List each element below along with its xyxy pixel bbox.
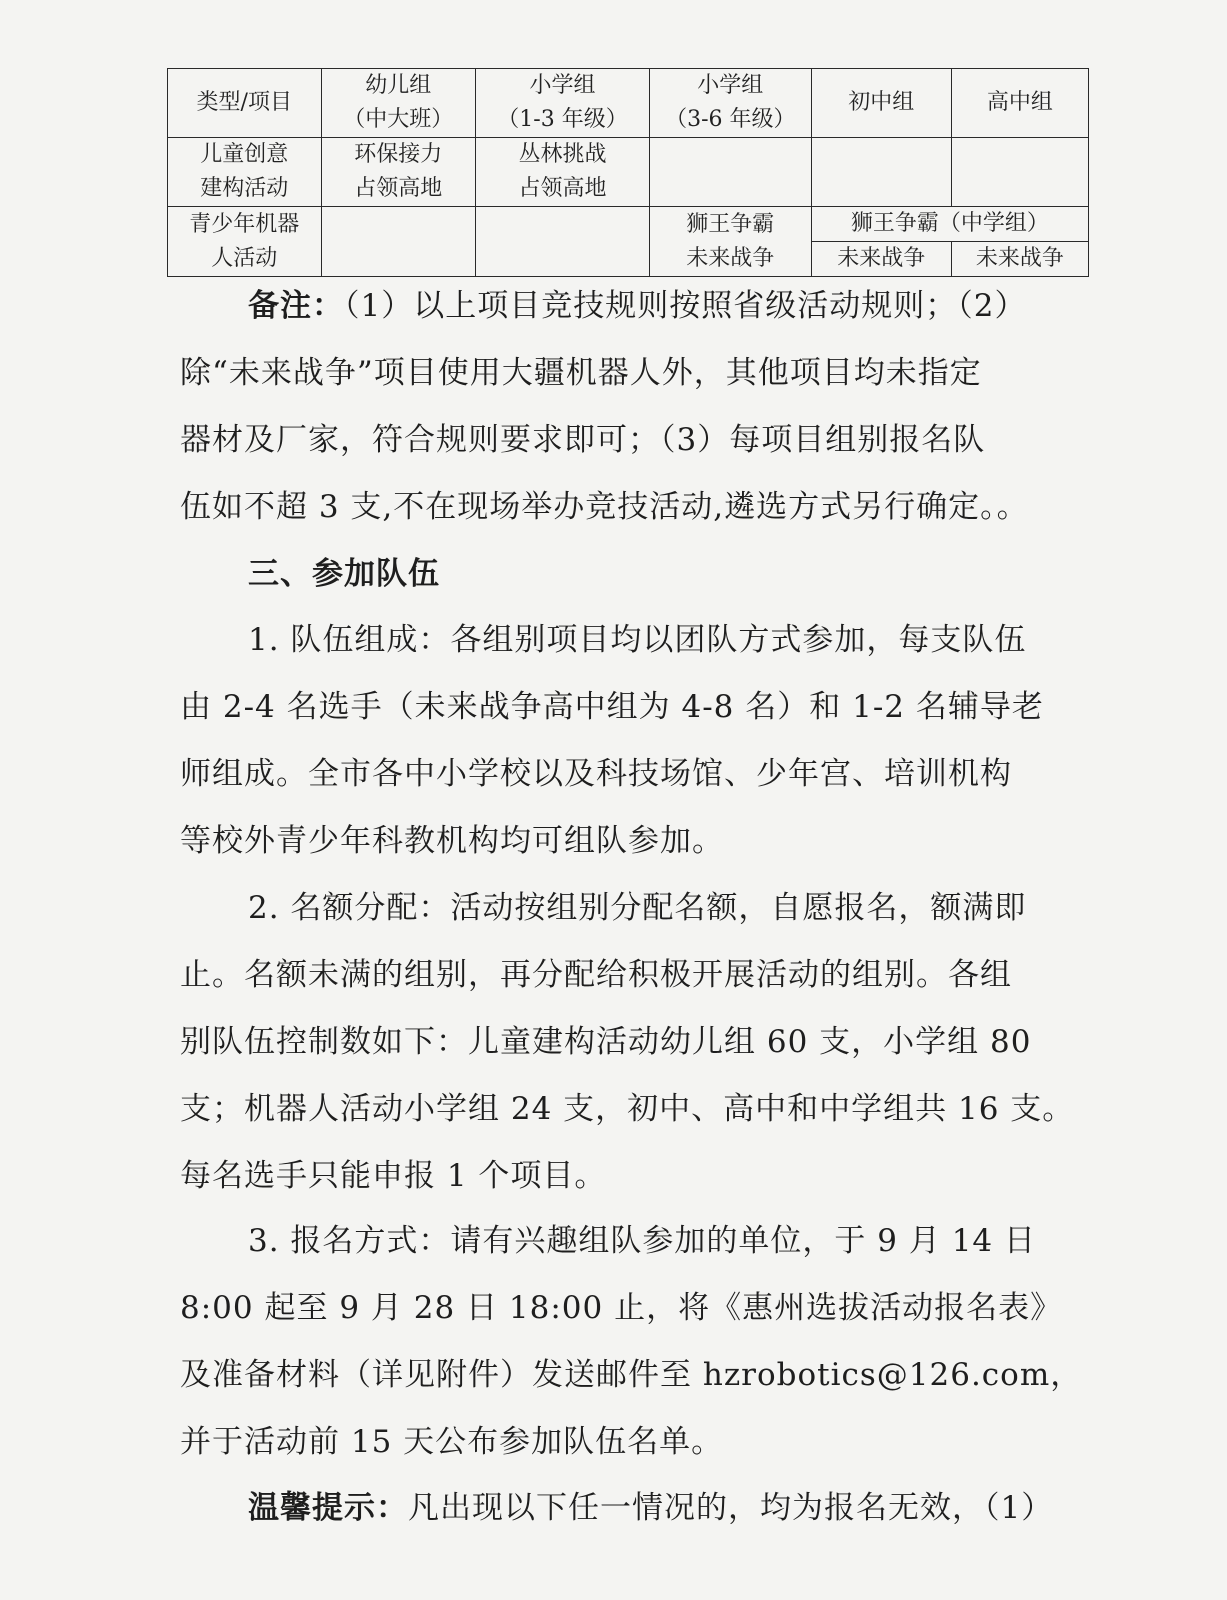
row1-type: 儿童创意 建构活动 — [168, 138, 322, 207]
document-page: 类型/项目 幼儿组 （中大班） 小学组 （1-3 年级） 小学组 （3-6 年级） 初中组 高中组 儿童创意 建构活动 环保接力 占领高地 丛林挑战 占领高地 青少年机器 人活动 狮王争霸 未来战争 狮王争霸（中学组） 未来战争 未来战争 备注：（1）以上项目竞技规则按照省级活动规则；（2） 除“未来战争”项目使用大疆机器人外，其他项目均未指定 器材及厂家，符合规则要求即可；（3）每项目组别报名队 伍如不超 3 支,不在现场举办竞技活动,遴选方式另行确定。。 三、参加队伍 1. 队伍组成：各组别项目均以团队方式参加，每支队伍 由 2-4 名选手（未来战争高中组为 4-8 名）和 1-2 名辅导老 师组成。全市各中小学校以及科技场馆、少年宫、培训机构 等校外青少年科教机构均可组队参加。 2. 名额分配：活动按组别分配名额，自愿报名，额满即 止。名额未满的组别，再分配给积极开展活动的组别。各组 别队伍控制数如下：儿童建构活动幼儿组 60 支，小学组 80 支；机器人活动小学组 24 支，初中、高中和中学组共 16 支。 每名选手只能申报 1 个项目。 3. 报名方式：请有兴趣组队参加的单位，于 9 月 14 日 8:00 起至 9 月 28 日 18:00 止，将《惠州选拔活动报名表》 及准备材料（详见附件）发送邮件至 hzrobotics@126.com， 并于活动前 15 天公布参加队伍名单。 温馨提示：凡出现以下任一情况的，均为报名无效，（1） — [0, 0, 1227, 1600]
header-primary-1-3: 小学组 （1-3 年级） — [476, 69, 650, 138]
item1-line-4: 等校外青少年科教机构均可组队参加。 — [180, 823, 724, 859]
header-primary-3-6: 小学组 （3-6 年级） — [649, 69, 811, 138]
row2-junior-bottom: 未来战争 — [811, 242, 951, 277]
item3-line-4: 并于活动前 15 天公布参加队伍名单。 — [180, 1424, 724, 1460]
table-row — [168, 138, 1089, 207]
header-senior: 高中组 — [951, 69, 1088, 138]
activity-table — [167, 68, 1089, 277]
item1-line-2: 由 2-4 名选手（未来战争高中组为 4-8 名）和 1-2 名辅导老 — [180, 689, 1044, 725]
item2-line-4: 支；机器人活动小学组 24 支，初中、高中和中学组共 16 支。 — [180, 1091, 1075, 1127]
note-line-3: 器材及厂家，符合规则要求即可；（3）每项目组别报名队 — [180, 422, 986, 458]
item2-line-1: 2. 名额分配：活动按组别分配名额，自愿报名，额满即 — [248, 890, 1027, 926]
row2-type: 青少年机器 人活动 — [168, 207, 322, 277]
header-junior: 初中组 — [811, 69, 951, 138]
note-label: 备注： — [248, 288, 344, 324]
item3-line-1: 3. 报名方式：请有兴趣组队参加的单位，于 9 月 14 日 — [248, 1223, 1037, 1259]
row2-primary-1-3 — [476, 207, 650, 277]
table-header-row — [168, 69, 1089, 138]
row1-primary-1-3: 丛林挑战 占领高地 — [476, 138, 650, 207]
table-row — [168, 207, 1089, 242]
header-type: 类型/项目 — [168, 69, 322, 138]
item1-line-3: 师组成。全市各中小学校以及科技场馆、少年宫、培训机构 — [180, 756, 1012, 792]
item3-line-3: 及准备材料（详见附件）发送邮件至 hzrobotics@126.com， — [180, 1357, 1083, 1393]
item2-line-3: 别队伍控制数如下：儿童建构活动幼儿组 60 支，小学组 80 — [180, 1024, 1032, 1060]
tip-line: 温馨提示：凡出现以下任一情况的，均为报名无效，（1） — [248, 1490, 1054, 1526]
note-line-4: 伍如不超 3 支,不在现场举办竞技活动,遴选方式另行确定。。 — [180, 489, 1029, 525]
item1-line-1: 1. 队伍组成：各组别项目均以团队方式参加，每支队伍 — [248, 622, 1027, 658]
item2-line-2: 止。名额未满的组别，再分配给积极开展活动的组别。各组 — [180, 957, 1012, 993]
note-line-2: 除“未来战争”项目使用大疆机器人外，其他项目均未指定 — [180, 355, 982, 391]
row1-primary-3-6 — [649, 138, 811, 207]
row1-senior — [951, 138, 1088, 207]
row2-primary-3-6: 狮王争霸 未来战争 — [649, 207, 811, 277]
note-line-1: 备注：（1）以上项目竞技规则按照省级活动规则；（2） — [248, 288, 1027, 324]
row1-kindergarten: 环保接力 占领高地 — [321, 138, 476, 207]
item3-line-2: 8:00 起至 9 月 28 日 18:00 止，将《惠州选拔活动报名表》 — [180, 1290, 1063, 1326]
row2-senior-bottom: 未来战争 — [951, 242, 1088, 277]
item2-line-5: 每名选手只能申报 1 个项目。 — [180, 1158, 607, 1194]
header-kindergarten: 幼儿组 （中大班） — [321, 69, 476, 138]
row2-kindergarten — [321, 207, 476, 277]
row2-middle-merged: 狮王争霸（中学组） — [811, 207, 1088, 242]
tip-label: 温馨提示： — [248, 1490, 408, 1526]
row1-junior — [811, 138, 951, 207]
